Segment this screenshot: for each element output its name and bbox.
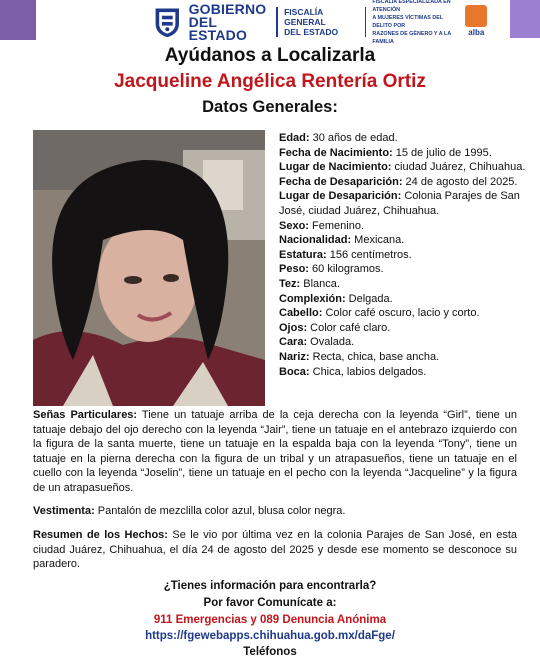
detail-fecha-nacimiento	[279, 146, 539, 161]
page-title: Ayúdanos a Localizarla	[164, 45, 376, 66]
detail-label: Peso:	[279, 263, 309, 276]
detail-fecha-desaparicion	[279, 175, 539, 190]
header-divider-2	[365, 7, 367, 37]
detail-value: 156 centímetros.	[326, 248, 412, 261]
detail-value: Blanca.	[300, 277, 340, 290]
detail-label: Tez:	[279, 277, 301, 290]
senas-text: Tiene un tatuaje arriba de la ceja derecha con la leyenda “Girl”, tiene un tatuaje debajo del ojo derecho con la leyenda “Jair”, tiene un tatuaje en el antebrazo izquierdo con la figura de la santa muerte, tiene un tatuaje en la espalda baja con la leyenda “Tony”, tiene un tatuaje en la pierna derecha con la figura de un tribal y un atrapasueños, tiene un tatuaje en el cuello con la leyenda “Joselin”, tiene un tatuaje en el pecho con la leyenda “Jacqueline” y la figura de un atrapasueños.	[33, 409, 517, 494]
detail-nariz	[279, 350, 539, 365]
detail-label: Estatura:	[279, 248, 327, 261]
detail-cabello	[279, 306, 539, 321]
detail-value: Ovalada.	[307, 336, 355, 349]
resumen-hechos	[33, 528, 517, 572]
detail-nacionalidad	[279, 233, 539, 248]
detail-estatura	[279, 248, 539, 263]
detail-label: Boca:	[279, 365, 310, 378]
gobierno-line1: GOBIERNO	[188, 0, 267, 17]
section-heading: Datos Generales:	[202, 98, 338, 116]
detail-ojos	[279, 321, 539, 336]
contact-telefonos: Teléfonos	[243, 646, 297, 658]
corner-decoration-right	[510, 0, 540, 38]
detail-label: Fecha de Nacimiento:	[279, 146, 393, 159]
detail-value: Femenino.	[308, 219, 364, 232]
detail-value: 24 de agosto del 2025.	[402, 175, 518, 188]
fiscalia-line2: DEL ESTADO	[284, 27, 339, 37]
header-logos	[152, 0, 488, 45]
senas-label: Señas Particulares:	[33, 409, 138, 421]
detail-value: Mexicana.	[351, 234, 405, 247]
detail-lugar-nacimiento	[279, 160, 539, 175]
senas-particulares	[33, 408, 517, 496]
detail-value: 30 años de edad.	[309, 132, 398, 144]
detail-label: Lugar de Desaparición:	[279, 190, 402, 203]
detail-label: Cara:	[279, 336, 308, 349]
detail-cara	[279, 335, 539, 350]
detail-peso	[279, 262, 539, 277]
detail-value: Delgada.	[345, 292, 393, 305]
detail-value: ciudad Juárez, Chihuahua.	[391, 161, 526, 174]
detail-label: Sexo:	[279, 219, 309, 232]
detail-value: Chica, labios delgados.	[309, 365, 427, 378]
detail-value: Colonia Parajes de San José, ciudad Juárez, Chihuahua.	[279, 190, 520, 217]
gobierno-del-estado-logo	[188, 0, 271, 43]
corner-decoration-left	[0, 0, 36, 40]
detail-edad	[279, 131, 539, 146]
detail-boca	[279, 365, 539, 380]
detail-value: 60 kilogramos.	[308, 263, 384, 276]
alba-logo	[465, 5, 488, 39]
especializada-line2: A MUJERES VÍCTIMAS DEL DELITO POR	[372, 15, 444, 29]
resumen-label: Resumen de los Hechos:	[33, 529, 168, 541]
fiscalia-general-logo	[284, 7, 358, 37]
fiscalia-especializada-logo	[372, 0, 458, 46]
detail-lugar-desaparicion	[279, 189, 539, 218]
alba-mark-icon	[465, 5, 487, 27]
contact-url-link[interactable]: https://fgewebapps.chihuahua.gob.mx/daFge/	[145, 630, 395, 642]
detail-complexion	[279, 292, 539, 307]
detail-value: Color café claro.	[307, 321, 391, 334]
vestimenta	[33, 504, 517, 519]
details-list	[279, 131, 539, 379]
fiscalia-line1: FISCALÍA GENERAL	[284, 7, 326, 27]
state-shield-icon	[152, 4, 183, 40]
detail-label: Nariz:	[279, 350, 310, 363]
detail-label: Edad:	[279, 132, 310, 144]
detail-label: Nacionalidad:	[279, 234, 352, 247]
alba-label: alba	[468, 28, 485, 37]
contact-phones: 911 Emergencias y 089 Denuncia Anónima	[153, 614, 387, 626]
resumen-text: Se le vio por última vez en la colonia Parajes de San José, en esta ciudad Juárez, Chihuahua, el día 24 de agosto del 2025 y desde ese momento se desconoce su paradero.	[33, 529, 517, 571]
detail-label: Fecha de Desaparición:	[279, 175, 403, 188]
detail-label: Cabello:	[279, 307, 323, 320]
detail-label: Ojos:	[279, 321, 308, 334]
detail-value: 15 de julio de 1995.	[392, 146, 492, 159]
especializada-line3: RAZONES DE GÉNERO Y A LA FAMILIA	[372, 31, 451, 45]
contact-question: ¿Tienes información para encontrarla?	[163, 580, 377, 592]
vestimenta-label: Vestimenta:	[33, 505, 95, 517]
detail-value: Recta, chica, base ancha.	[309, 350, 440, 363]
person-photo	[33, 130, 265, 406]
detail-sexo	[279, 219, 539, 234]
gobierno-line2: DEL ESTADO	[188, 13, 248, 43]
detail-value: Color café oscuro, lacio y corto.	[322, 307, 480, 320]
detail-tez	[279, 277, 539, 292]
especializada-line1: FISCALÍA ESPECIALIZADA EN ATENCIÓN	[372, 0, 451, 13]
detail-label: Lugar de Nacimiento:	[279, 161, 392, 174]
contact-call: Por favor Comunícate a:	[203, 597, 337, 609]
header-divider	[276, 7, 278, 37]
vestimenta-text: Pantalón de mezclilla color azul, blusa color negra.	[94, 505, 346, 517]
person-name: Jacqueline Angélica Rentería Ortiz	[114, 71, 426, 92]
detail-label: Complexión:	[279, 292, 346, 305]
